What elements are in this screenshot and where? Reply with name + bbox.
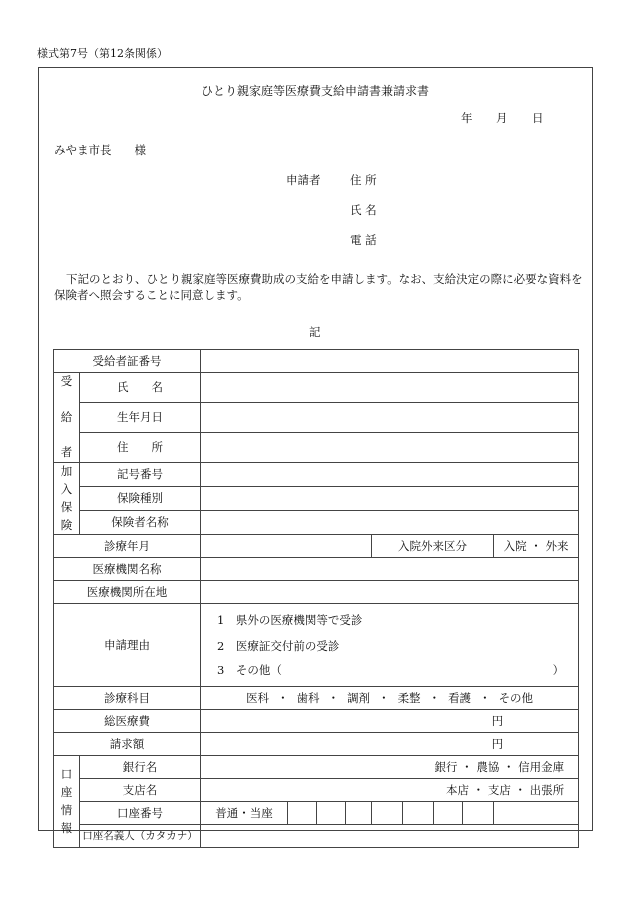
subject-sep-2: ・ [327, 690, 340, 705]
insurance-group-char-3: 保 [60, 499, 73, 514]
recipient-birth-field[interactable] [201, 403, 579, 433]
hospital-address-field[interactable] [201, 581, 579, 604]
recipient-address-field[interactable] [201, 433, 579, 463]
insurance-type-label: 保険種別 [80, 487, 201, 511]
reason-option-2[interactable]: 2 医療証交付前の受診 [217, 639, 340, 654]
subject-medical[interactable]: 医科 [246, 690, 270, 705]
reason-label: 申請理由 [54, 604, 201, 687]
account-group-char-4: 報 [60, 820, 73, 835]
account-group-char-3: 情 [60, 802, 73, 817]
recipient-cert-no-field[interactable] [201, 350, 579, 373]
applicant-phone-label: 電 話 [350, 233, 377, 247]
hospital-name-field[interactable] [201, 558, 579, 581]
reason-option-3[interactable]: 3 その他（ [217, 663, 282, 678]
recipient-group-char-2: 給 [60, 409, 73, 424]
hospital-address-label: 医療機関所在地 [54, 581, 201, 604]
insurance-group-label [54, 463, 80, 535]
insurer-name-label: 保険者名称 [80, 511, 201, 535]
insurance-type-field[interactable] [201, 487, 579, 511]
application-table [53, 349, 579, 848]
account-digit-6[interactable] [434, 802, 463, 825]
insurance-symbol-field[interactable] [201, 463, 579, 487]
recipient-name-field[interactable] [201, 373, 579, 403]
inout-options[interactable]: 入院 ・ 外来 [494, 535, 579, 558]
account-no-blank [494, 802, 579, 825]
subject-other[interactable]: その他 [498, 690, 534, 705]
subject-nursing[interactable]: 看護 [448, 690, 472, 705]
subject-sep-1: ・ [277, 690, 289, 705]
account-digit-4[interactable] [372, 802, 403, 825]
recipient-name-label: 氏 名 [80, 373, 201, 403]
subject-label: 診療科目 [54, 687, 201, 710]
branch-label: 支店名 [80, 779, 201, 802]
bank-options[interactable]: 銀行 ・ 農協 ・ 信用金庫 [434, 759, 565, 774]
applicant-address-label: 住 所 [350, 173, 377, 187]
page-title: ひとり親家庭等医療費支給申請書兼請求書 [200, 84, 429, 98]
reason-options[interactable] [201, 604, 579, 687]
subject-sep-5: ・ [479, 690, 491, 705]
account-type[interactable]: 普通・当座 [201, 802, 288, 825]
total-cost-label: 総医療費 [54, 710, 201, 733]
inout-label: 入院外来区分 [372, 535, 494, 558]
ki-heading: 記 [309, 325, 321, 339]
subject-options[interactable] [201, 687, 579, 710]
account-group-char-1: 口 [60, 767, 73, 782]
insurance-group-char-1: 加 [60, 464, 73, 479]
insurance-group-char-2: 入 [60, 481, 73, 496]
applicant-name-label: 氏 名 [350, 203, 377, 217]
body-text-line2: 保険者へ照会することに同意します。 [54, 288, 249, 302]
body-text-line1: 下記のとおり、ひとり親家庭等医療費助成の支給を申請します。なお、支給決定の際に必要な資料を [66, 272, 583, 286]
bank-field[interactable] [201, 756, 579, 779]
holder-label: 口座名義人（カタカナ） [80, 825, 201, 848]
date-day: 日 [532, 111, 544, 125]
account-group-label [54, 756, 80, 848]
insurance-symbol-label: 記号番号 [80, 463, 201, 487]
date-year: 年 [461, 111, 473, 125]
account-digit-1[interactable] [288, 802, 317, 825]
account-no-label: 口座番号 [80, 802, 201, 825]
holder-field[interactable] [201, 825, 579, 848]
account-digit-5[interactable] [403, 802, 434, 825]
account-digit-3[interactable] [346, 802, 372, 825]
reason-close-paren: ） [552, 663, 565, 678]
recipient-address-label: 住 所 [80, 433, 201, 463]
claim-yen: 円 [491, 736, 504, 751]
hospital-name-label: 医療機関名称 [54, 558, 201, 581]
subject-sep-4: ・ [428, 690, 441, 705]
branch-field[interactable] [201, 779, 579, 802]
account-digit-2[interactable] [317, 802, 346, 825]
recipient-cert-no-label: 受給者証番号 [54, 350, 201, 373]
applicant-label: 申請者 [286, 173, 321, 187]
reason-option-1[interactable]: 1 県外の医療機関等で受診 [217, 613, 363, 628]
total-cost-field[interactable] [201, 710, 579, 733]
bank-label: 銀行名 [80, 756, 201, 779]
recipient-group-char-1: 受 [60, 374, 73, 388]
total-cost-yen: 円 [491, 713, 504, 728]
claim-label: 請求額 [54, 733, 201, 756]
subject-pharmacy[interactable]: 調剤 [347, 690, 371, 705]
recipient-group-label [54, 373, 80, 463]
branch-options[interactable]: 本店 ・ 支店 ・ 出張所 [446, 782, 565, 797]
subject-judo[interactable]: 柔整 [397, 690, 421, 705]
addressee: みやま市長 様 [54, 143, 146, 157]
subject-dental[interactable]: 歯科 [296, 690, 320, 705]
account-digit-7[interactable] [463, 802, 494, 825]
date-month: 月 [496, 111, 508, 125]
treatment-month-label: 診療年月 [54, 535, 201, 558]
account-group-char-2: 座 [60, 785, 73, 799]
subject-sep-3: ・ [378, 690, 390, 705]
recipient-birth-label: 生年月日 [80, 403, 201, 433]
claim-field[interactable] [201, 733, 579, 756]
insurance-group-char-4: 険 [60, 517, 73, 532]
treatment-month-field[interactable] [201, 535, 372, 558]
insurer-name-field[interactable] [201, 511, 579, 535]
recipient-group-char-3: 者 [60, 445, 73, 460]
form-number: 様式第7号（第12条関係） [37, 47, 168, 60]
